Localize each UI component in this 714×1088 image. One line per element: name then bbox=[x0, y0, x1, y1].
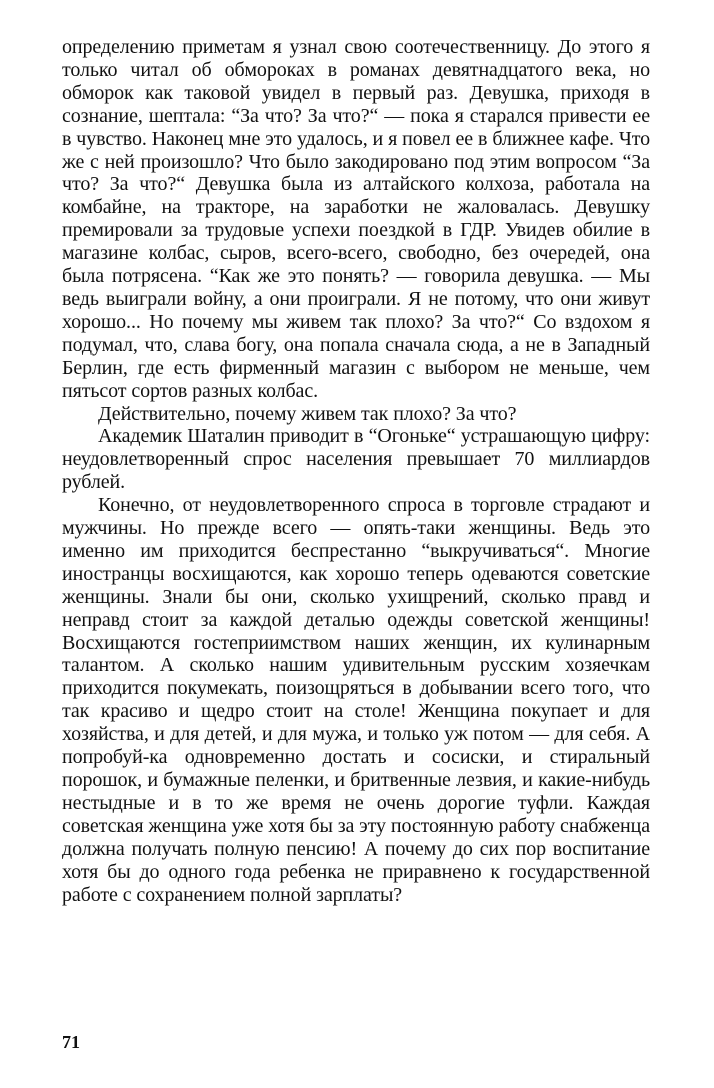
page-number: 71 bbox=[62, 1032, 80, 1052]
paragraph-3: Академик Шаталин приводит в “Огоньке“ устрашающую цифру: неудовлетворенный спрос населения превышает 70 миллиардов рублей. bbox=[62, 425, 650, 494]
paragraph-1: определению приметам я узнал свою соотечественницу. До этого я только читал об обмороках в романах девятнадцатого века, но обморок как таковой увидел в первый раз. Девушка, приходя в сознание, шептала: “За что? За что?“ — пока я старался привести ее в чувство. Наконец мне это удалось, и я повел ее в ближнее кафе. Что же с ней произошло? Что было закодировано под этим вопросом “За что? За что?“ Девушка была из алтайского колхоза, работала на комбайне, на тракторе, на заработки не жаловалась. Девушку премировали за трудовые успехи поездкой в ГДР. Увидев обилие в магазине колбас, сыров, всего-всего, свободно, без очередей, она была потрясена. “Как же это понять? — говорила девушка. — Мы ведь выиграли войну, а они проиграли. Я не потому, что они живут хорошо... Но почему мы живем так плохо? За что?“ Со вздохом я подумал, что, слава богу, она попала сначала сюда, а не в Западный Берлин, где есть фирменный магазин с выбором не меньше, чем пятьсот сортов разных колбас. bbox=[62, 36, 650, 402]
page-body bbox=[62, 36, 650, 906]
paragraph-2: Действительно, почему живем так плохо? За что? bbox=[98, 402, 517, 425]
paragraph-4: Конечно, от неудовлетворенного спроса в торговле страдают и мужчины. Но прежде всего — опять-таки женщины. Ведь это именно им приходится беспрестанно “выкручиваться“. Многие иностранцы восхищаются, как хорошо теперь одеваются советские женщины. Знали бы они, сколько ухищрений, сколько правд и неправд стоит за каждой деталью одежды советской женщины! Восхищаются гостеприимством наших женщин, их кулинарным талантом. А сколько нашим удивительным русским хозяечкам приходится покумекать, поизощряться в добывании всего того, что так красиво и щедро стоит на столе! Женщина покупает и для хозяйства, и для детей, и для мужа, и только уж потом — для себя. А попробуй-ка одновременно достать и сосиски, и стиральный порошок, и бумажные пеленки, и бритвенные лезвия, и какие-нибудь нестыдные и в то же время не очень дорогие туфли. Каждая советская женщина уже хотя бы за эту постоянную работу снабженца должна получать полную пенсию! А почему до сих пор воспитание хотя бы до одного года ребенка не приравнено к государственной работе с сохранением полной зарплаты? bbox=[62, 494, 650, 906]
